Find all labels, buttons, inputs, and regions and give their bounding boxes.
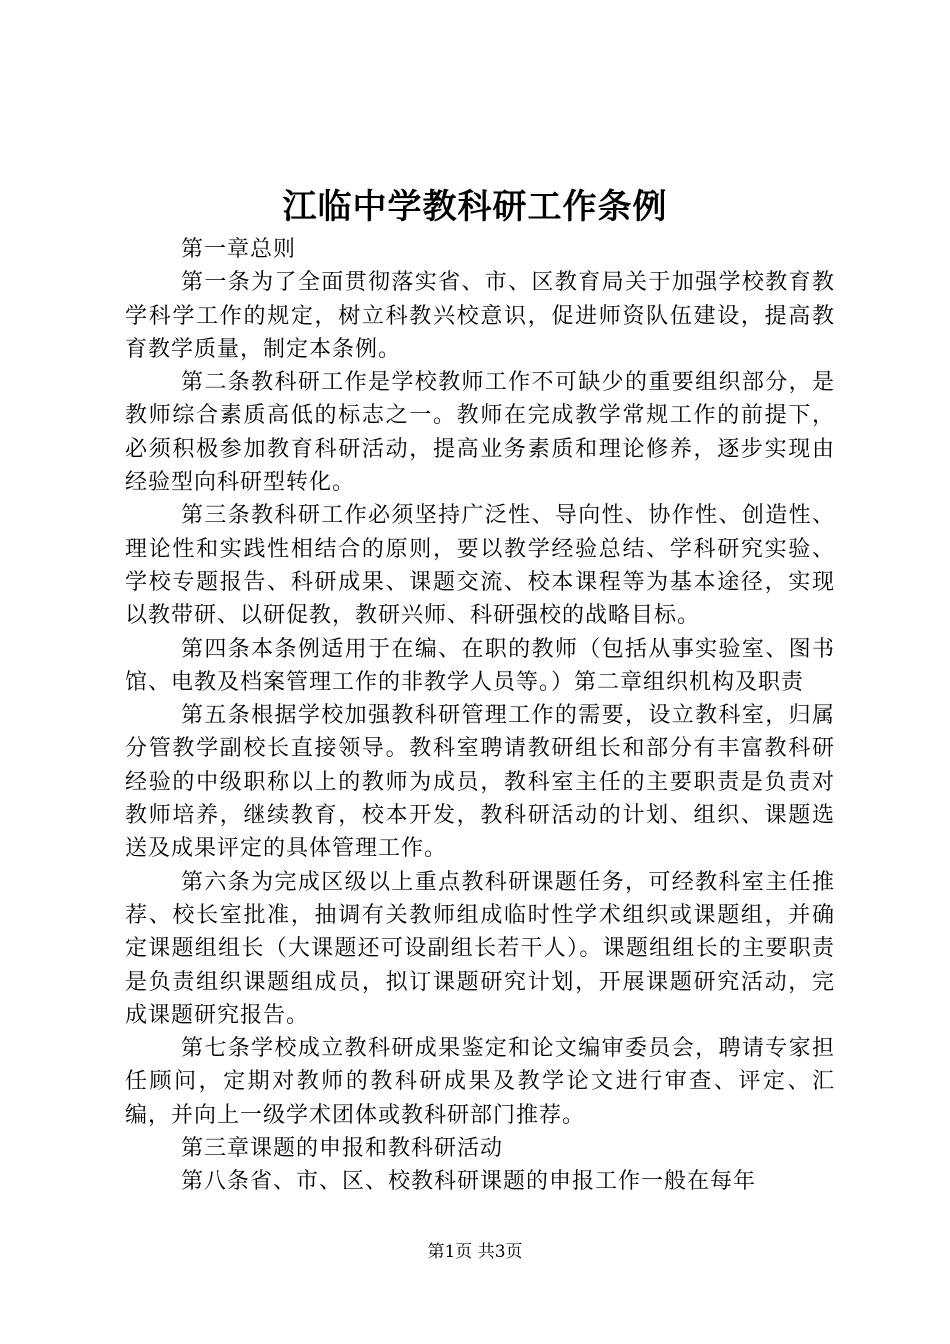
- document-title: 江临中学教科研工作条例: [282, 187, 668, 227]
- article-paragraph: 第二条教科研工作是学校教师工作不可缺少的重要组织部分，是教师综合素质高低的标志之一。教师在完成教学常规工作的前提下，必须积极参加教育科研活动，提高业务素质和理论修养，逐步实现由经验型向科研型转化。: [125, 370, 835, 496]
- page-number: 第1页 共3页: [427, 1242, 523, 1262]
- article-paragraph: 第六条为完成区级以上重点教科研课题任务，可经教科室主任推荐、校长室批准，抽调有关教师组成临时性学术组织或课题组，并确定课题组组长（大课题还可设副组长若干人）。课题组组长的主要职责是负责组织课题组成员，拟订课题研究计划，开展课题研究活动，完成课题研究报告。: [125, 869, 835, 1028]
- article-paragraph: 第三条教科研工作必须坚持广泛性、导向性、协作性、创造性、理论性和实践性相结合的原则，要以教学经验总结、学科研究实验、学校专题报告、科研成果、课题交流、校本课程等为基本途径，实现以教带研、以研促教，教研兴师、科研强校的战略目标。: [125, 503, 835, 629]
- document-body: [125, 233, 835, 1199]
- chapter-heading: 第一章总则: [181, 237, 297, 262]
- article-paragraph: 第七条学校成立教科研成果鉴定和论文编审委员会，聘请专家担任顾问，定期对教师的教科研成果及教学论文进行审查、评定、汇编，并向上一级学术团体或教科研部门推荐。: [125, 1036, 835, 1128]
- article-paragraph: 第一条为了全面贯彻落实省、市、区教育局关于加强学校教育教学科学工作的规定，树立科教兴校意识，促进师资队伍建设，提高教育教学质量，制定本条例。: [125, 270, 835, 362]
- article-paragraph: 第八条省、市、区、校教科研课题的申报工作一般在每年: [181, 1169, 757, 1195]
- article-paragraph: 第五条根据学校加强教科研管理工作的需要，设立教科室，归属分管教学副校长直接领导。教科室聘请教研组长和部分有丰富教科研经验的中级职称以上的教师为成员，教科室主任的主要职责是负责对教师培养，继续教育，校本开发，教科研活动的计划、组织、课题选送及成果评定的具体管理工作。: [125, 703, 835, 862]
- article-paragraph: 第四条本条例适用于在编、在职的教师（包括从事实验室、图书馆、电教及档案管理工作的非教学人员等。）第二章组织机构及职责: [125, 636, 835, 695]
- chapter-heading: 第三章课题的申报和教科研活动: [181, 1136, 504, 1162]
